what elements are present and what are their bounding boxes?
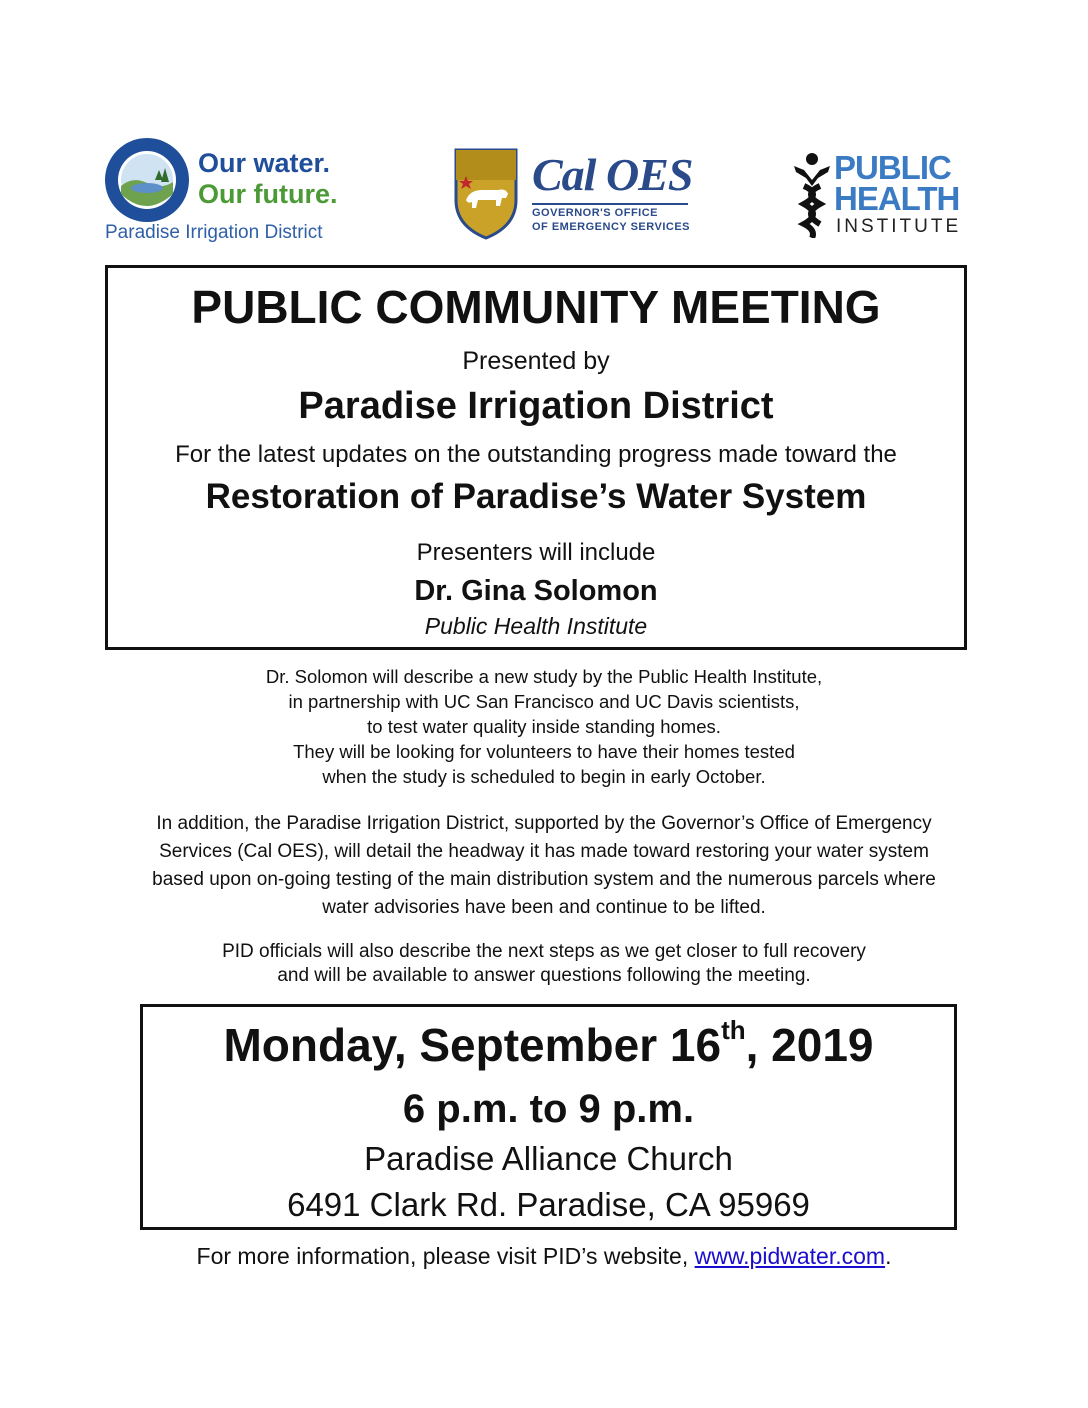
footer-info — [0, 1241, 1088, 1271]
pid-tagline — [198, 148, 338, 210]
text-line: based upon on-going testing of the main distribution system and the numerous parcels where — [152, 869, 936, 890]
event-date-suffix: th — [721, 1015, 746, 1045]
event-date — [143, 1017, 954, 1073]
text-line: to test water quality inside standing homes. — [367, 716, 721, 737]
event-address: 6491 Clark Rd. Paradise, CA 95969 — [287, 1186, 810, 1223]
presenters-intro: Presenters will include — [416, 539, 656, 566]
phi-line1: PUBLIC — [834, 149, 951, 186]
bear-shield-icon — [452, 146, 520, 240]
event-date-year: , 2019 — [745, 1019, 874, 1071]
caloes-logo — [452, 146, 702, 246]
presenter-name: Dr. Gina Solomon — [414, 575, 658, 607]
text-line: In addition, the Paradise Irrigation District, supported by the Governor’s Office of Emergency — [156, 813, 932, 834]
restoration-description — [0, 810, 1088, 922]
event-time: 6 p.m. to 9 p.m. — [402, 1087, 695, 1131]
event-date-main: Monday, September 16 — [223, 1019, 722, 1071]
next-steps-description — [0, 940, 1088, 988]
pid-seal-icon — [103, 136, 191, 224]
phi-logo — [792, 149, 972, 242]
presenter-affiliation: Public Health Institute — [424, 613, 648, 639]
caduceus-figure-icon — [792, 152, 832, 238]
phi-wordmark — [834, 149, 960, 217]
text-line: They will be looking for volunteers to have their homes tested — [293, 741, 795, 762]
pid-tagline-line1: Our water. — [198, 148, 331, 178]
text-line: and will be available to answer questions following the meeting. — [277, 965, 811, 986]
pid-name: Paradise Irrigation District — [105, 222, 323, 243]
caloes-subtitle-line2: OF EMERGENCY SERVICES — [532, 221, 691, 233]
text-line: when the study is scheduled to begin in early October. — [322, 766, 766, 787]
pid-logo — [103, 136, 393, 246]
footer-period: . — [885, 1243, 892, 1269]
logo-row — [0, 130, 1088, 250]
text-line: PID officials will also describe the next steps as we get closer to full recovery — [222, 941, 866, 962]
caloes-subtitle-line1: GOVERNOR'S OFFICE — [532, 207, 659, 219]
event-venue: Paradise Alliance Church — [364, 1140, 733, 1177]
caloes-title: Cal OES — [532, 149, 693, 200]
text-line: water advisories have been and continue to be lifted. — [322, 897, 766, 918]
footer-text: For more information, please visit PID’s website, — [196, 1243, 695, 1269]
meeting-topic: Restoration of Paradise’s Water System — [205, 477, 867, 516]
phi-line2: HEALTH — [834, 180, 960, 217]
meeting-title: PUBLIC COMMUNITY MEETING — [191, 281, 881, 333]
organizer-name: Paradise Irrigation District — [298, 385, 774, 427]
pid-tagline-line2: Our future. — [198, 179, 338, 209]
text-line: in partnership with UC San Francisco and UC Davis scientists, — [288, 691, 800, 712]
caloes-rule — [532, 203, 688, 205]
website-link[interactable]: www.pidwater.com — [694, 1243, 886, 1269]
text-line: Services (Cal OES), will detail the headway it has made toward restoring your water system — [159, 841, 929, 862]
phi-line3: INSTITUTE — [836, 216, 962, 237]
event-details-box — [140, 1004, 957, 1230]
caloes-subtitle — [532, 206, 690, 234]
meeting-announcement-box — [105, 265, 967, 650]
text-line: Dr. Solomon will describe a new study by the Public Health Institute, — [265, 666, 823, 687]
study-description — [0, 664, 1088, 789]
updates-line: For the latest updates on the outstanding progress made toward the — [175, 441, 897, 468]
presented-by: Presented by — [462, 347, 610, 375]
